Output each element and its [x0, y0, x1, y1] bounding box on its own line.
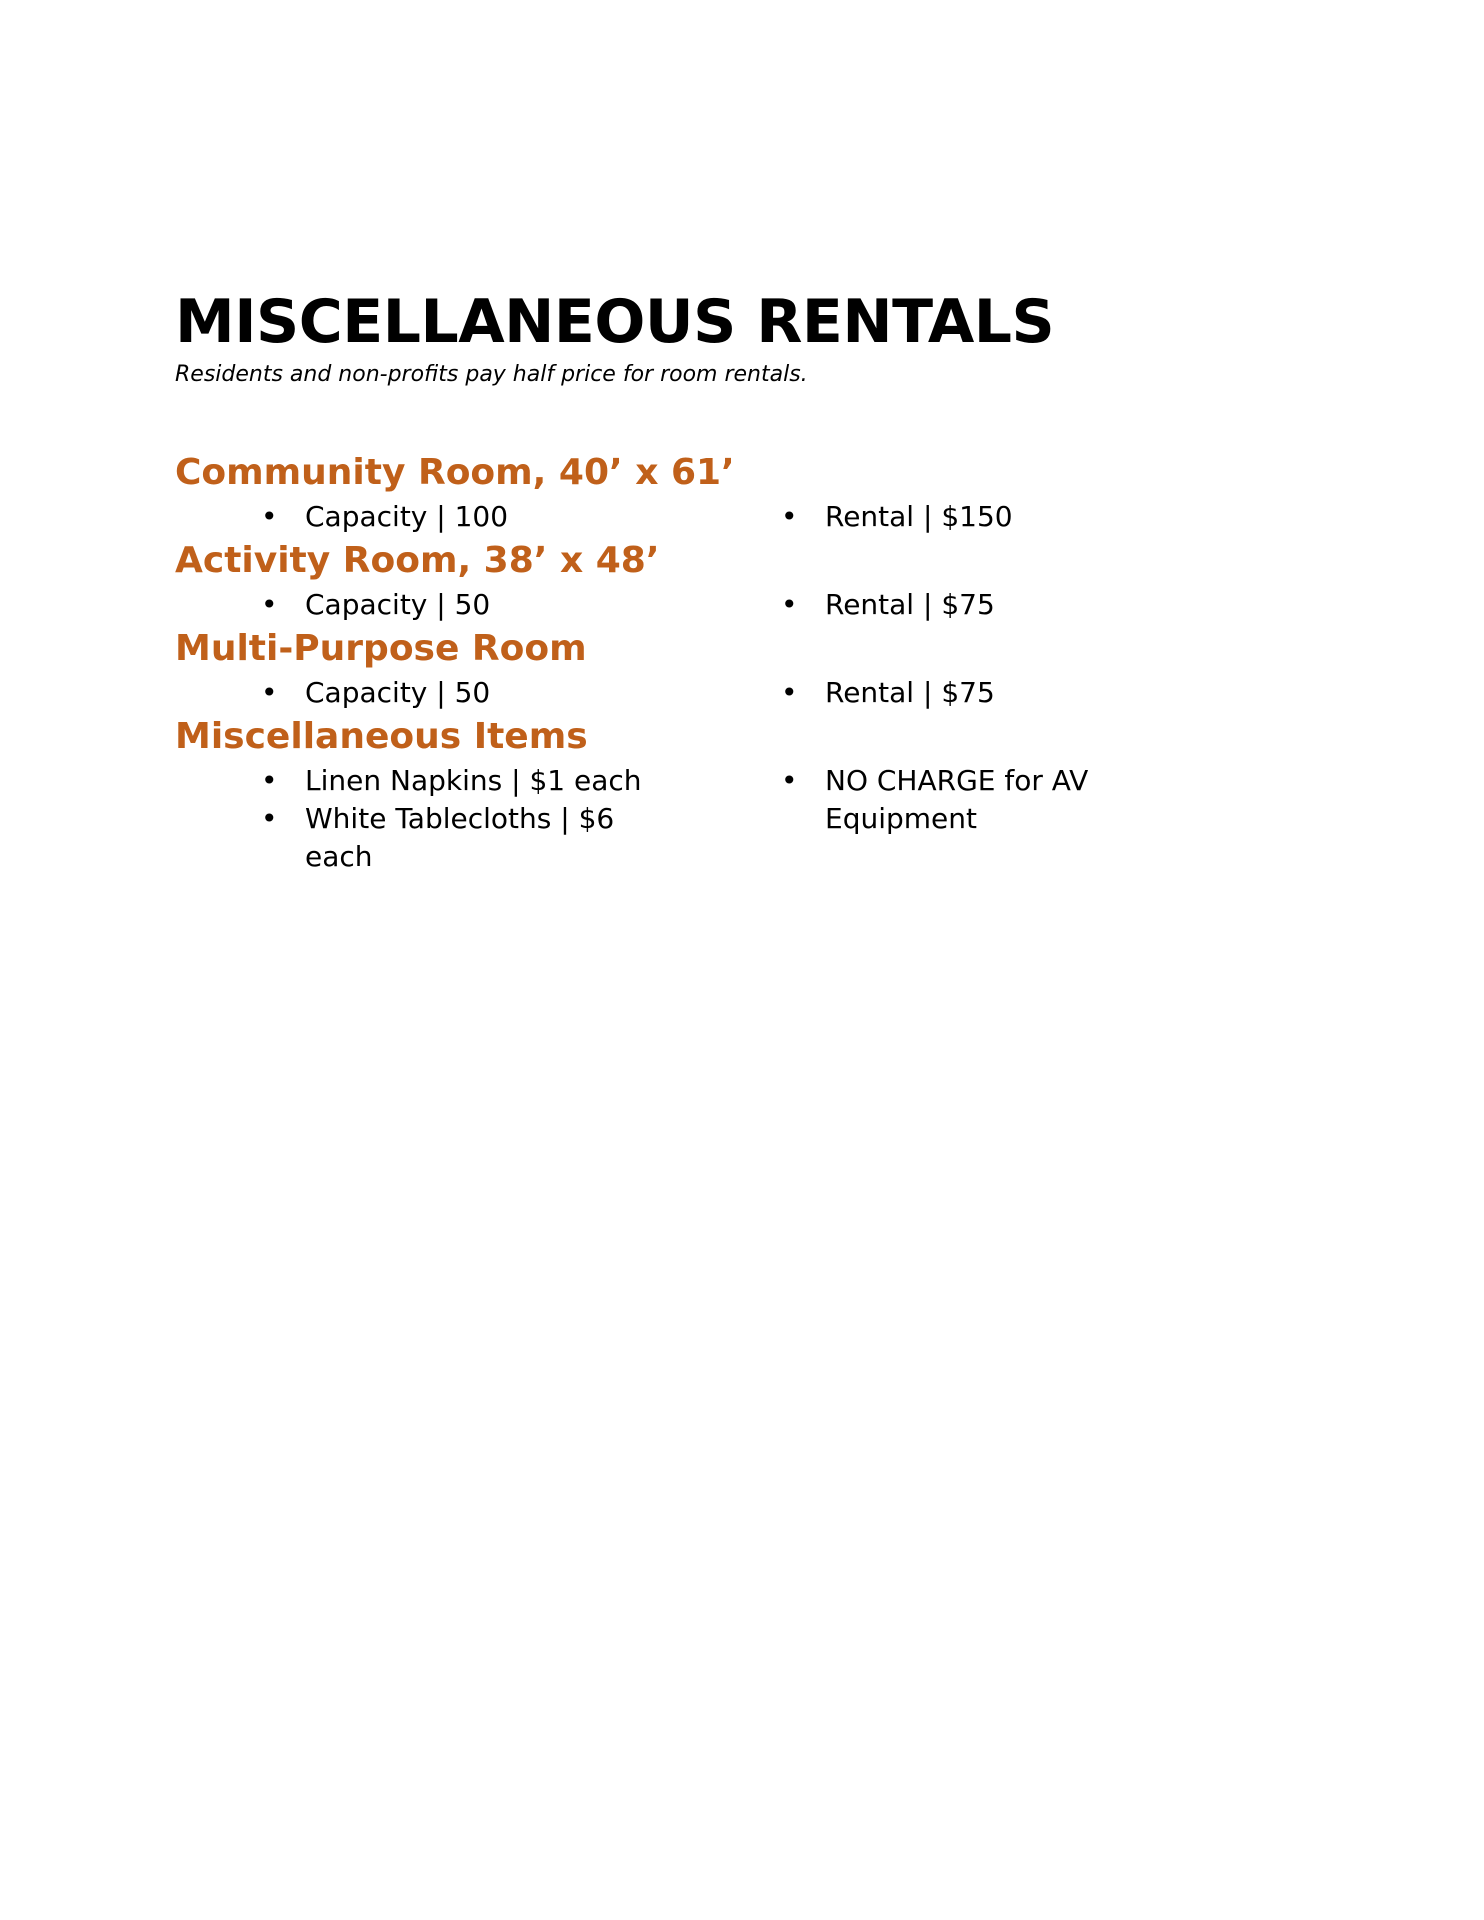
section-multi-purpose-room [175, 624, 1315, 712]
list-item: • Linen Napkins | $1 each [305, 762, 665, 800]
details-left-column [175, 674, 743, 712]
list-item: • Capacity | 50 [305, 674, 743, 712]
details-left-column [175, 498, 743, 536]
section-heading: Miscellaneous Items [175, 716, 588, 757]
list-item: • Rental | $75 [825, 674, 1223, 712]
section-details [175, 498, 1315, 536]
section-heading: Activity Room, 38’ x 48’ [175, 540, 660, 581]
section-details [175, 762, 1315, 876]
list-item: • Capacity | 100 [305, 498, 743, 536]
section-details [175, 586, 1315, 624]
details-left-column [175, 586, 743, 624]
list-item: • Rental | $75 [825, 586, 1223, 624]
section-details [175, 674, 1315, 712]
section-heading: Multi-Purpose Room [175, 628, 587, 669]
details-right-column [743, 762, 1223, 838]
list-item: • Capacity | 50 [305, 586, 743, 624]
list-item: • Rental | $150 [825, 498, 1223, 536]
list-item: • White Tablecloths | $6 each [305, 800, 665, 876]
section-community-room [175, 448, 1315, 536]
document-page [175, 286, 1315, 876]
details-left-column [175, 762, 743, 876]
section-heading: Community Room, 40’ x 61’ [175, 452, 735, 493]
section-miscellaneous-items [175, 712, 1315, 876]
page-subtitle: Residents and non-profits pay half price for room rentals. [175, 362, 808, 387]
details-right-column [743, 586, 1223, 624]
page-title: MISCELLANEOUS RENTALS [175, 287, 1055, 357]
section-activity-room [175, 536, 1315, 624]
details-right-column [743, 498, 1223, 536]
rental-sections [175, 448, 1315, 876]
details-right-column [743, 674, 1223, 712]
list-item: • NO CHARGE for AV Equipment [825, 762, 1125, 838]
